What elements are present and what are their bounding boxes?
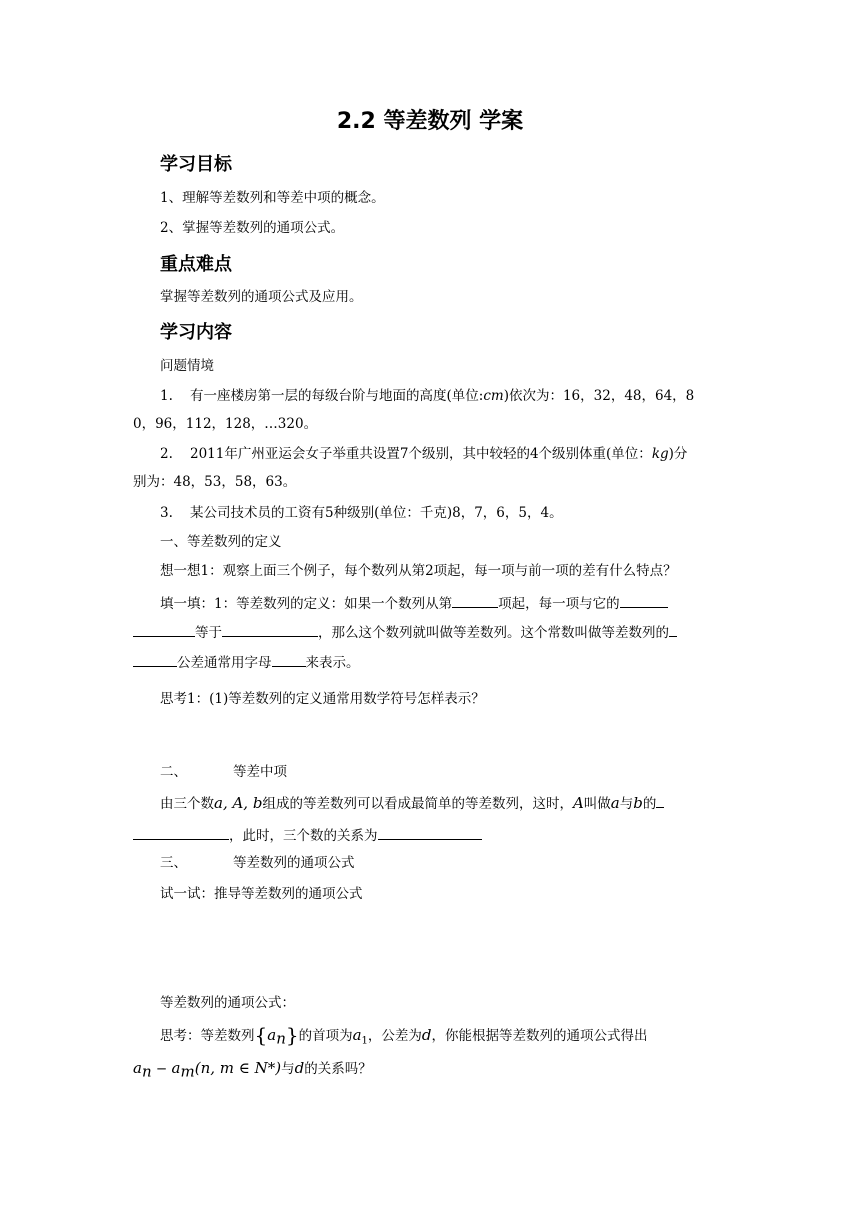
blank-name-a[interactable] (669, 621, 677, 637)
section-2-heading: 二、 等差中项 (160, 764, 287, 780)
question-2-line-1: 2. 2011年广州亚运会女子举重共设置7个级别，其中较轻的4个级别体重(单位：kg)分 (160, 446, 688, 462)
think-1-text: 想一想1：观察上面三个例子，每个数列从第2项起，每一项与前一项的差有什么特点？ (160, 563, 677, 579)
blank-start-term[interactable] (452, 592, 498, 608)
page-title: 2.2 等差数列 学案 (336, 109, 524, 134)
consider-1-text: 思考1：(1)等差数列的定义通常用数学符号怎样表示？ (160, 691, 485, 707)
objective-item-2: 2、掌握等差数列的通项公式。 (160, 220, 345, 236)
key-points-text: 掌握等差数列的通项公式及应用。 (160, 289, 363, 305)
section-1-heading: 一、等差数列的定义 (160, 534, 282, 550)
consider-2-line-2: $a_n - a_m(n$, m ∈ N*)与d的关系吗？ (133, 1059, 372, 1081)
try-1-text: 试一试：推导等差数列的通项公式 (160, 886, 363, 902)
fill-line-2: 等于 ，那么这个数列就叫做等差数列。这个常数叫做等差数列的 (133, 621, 677, 643)
question-1-number: 1. (160, 388, 173, 404)
blank-constant[interactable] (222, 621, 318, 637)
formula-label: 等差数列的通项公式： (160, 995, 295, 1011)
question-3-number: 3. (160, 505, 173, 521)
middle-term-line-1: 由三个数a, A, b组成的等差数列可以看成最简单的等差数列，这时，A叫做a与b的 (160, 792, 664, 814)
question-2-number: 2. (160, 446, 173, 462)
blank-previous-term-b[interactable] (133, 621, 195, 637)
fill-line-1: 填一填：1：等差数列的定义：如果一个数列从第 项起，每一项与它的 (160, 592, 668, 614)
blank-middle-term-b[interactable] (133, 824, 229, 840)
blank-previous-term-a[interactable] (620, 592, 668, 608)
section-3-heading: 三、 等差数列的通项公式 (160, 855, 355, 871)
objective-item-1: 1、理解等差数列和等差中项的概念。 (160, 190, 385, 206)
key-points-heading: 重点难点 (160, 254, 232, 275)
blank-name-b[interactable] (133, 651, 177, 667)
situation-label: 问题情境 (160, 358, 214, 374)
question-1-line-2: 0，96，112，128，…320。 (133, 416, 318, 432)
blank-letter[interactable] (272, 651, 306, 667)
middle-term-line-2: ，此时，三个数的关系为 (133, 824, 482, 846)
objectives-heading: 学习目标 (160, 154, 232, 175)
question-2-line-2: 别为：48，53，58，63。 (133, 474, 297, 490)
question-1-line-1: 1. 有一座楼房第一层的每级台阶与地面的高度(单位:cm)依次为：16，32，48，64，8 (160, 388, 695, 404)
consider-2-line-1: 思考：等差数列$\{a_n\}$的首项为$a_1$，公差为d，你能根据等差数列的通项公式得出 (160, 1023, 648, 1048)
blank-middle-term-a[interactable] (656, 792, 664, 808)
blank-relation[interactable] (378, 824, 482, 840)
question-3-line: 3. 某公司技术员的工资有5种级别(单位：千克)8，7，6，5，4。 (160, 505, 563, 521)
fill-line-3: 公差通常用字母 来表示。 (133, 651, 360, 673)
content-heading: 学习内容 (160, 322, 232, 343)
